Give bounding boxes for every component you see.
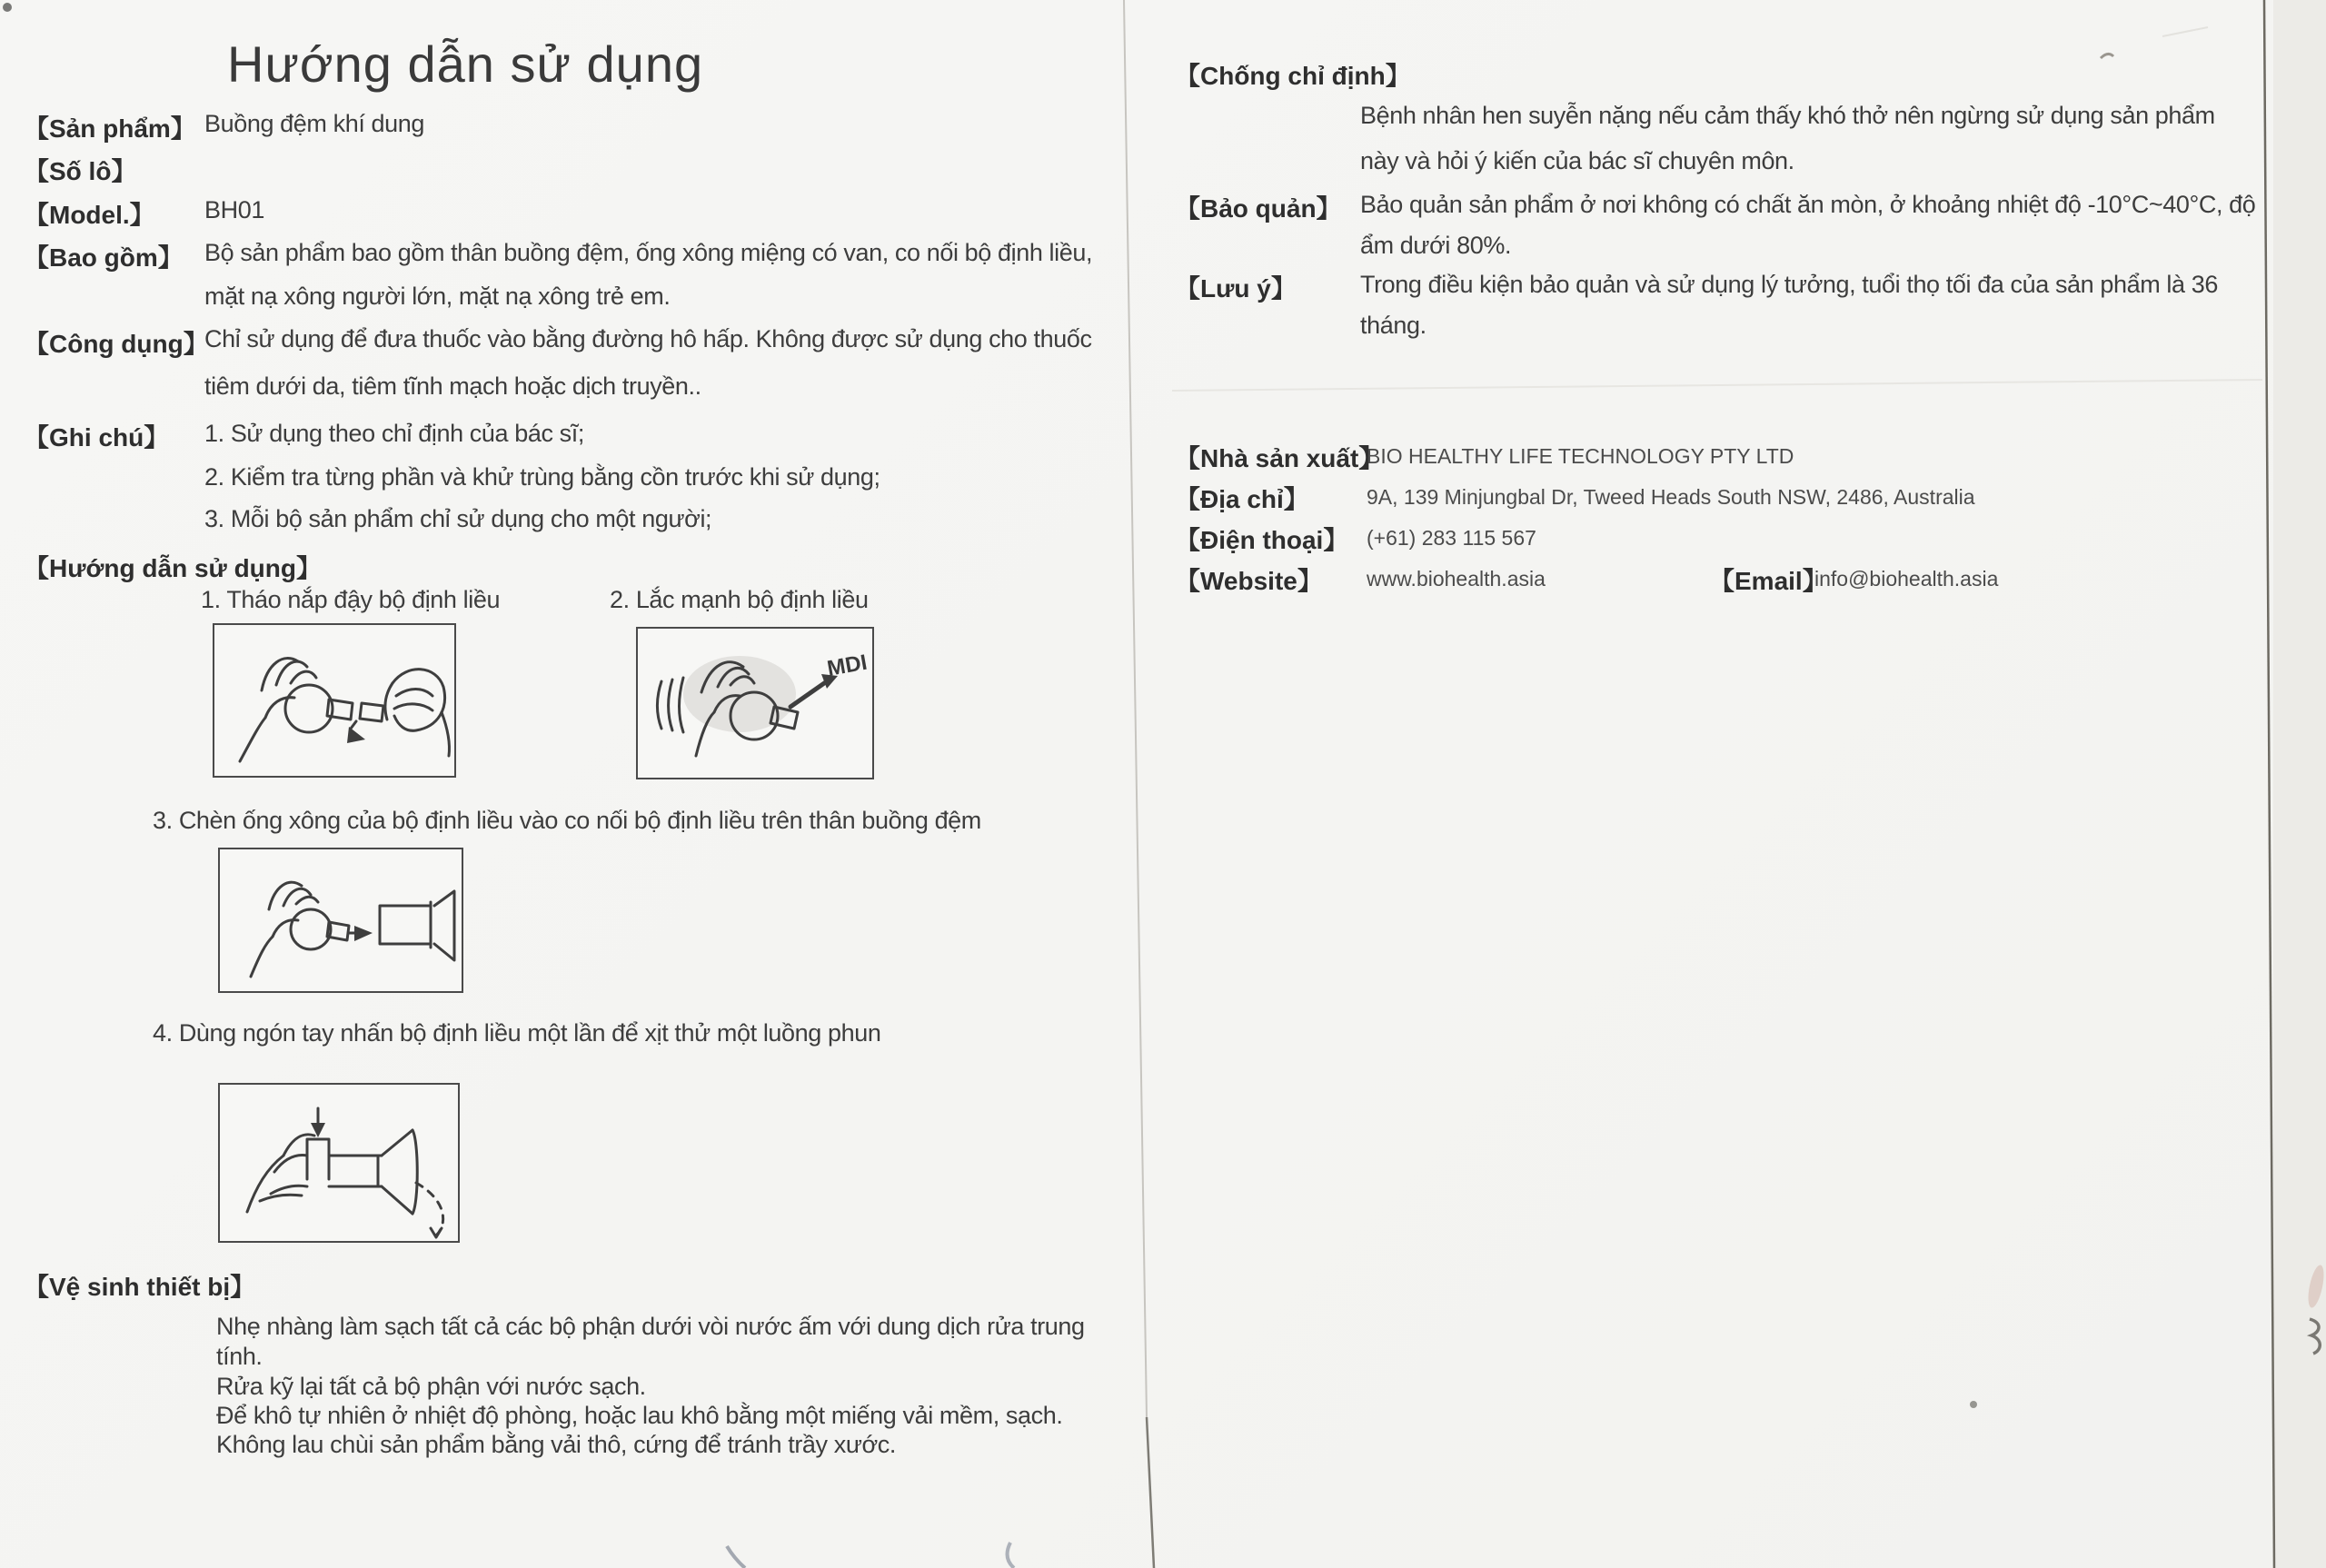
field-label-so-lo: 【Số lô】 [24,157,137,185]
chong-chi-dinh-line1: Bệnh nhân hen suyễn nặng nếu cảm thấy khó thở nên ngừng sử dụng sản phẩm [1360,102,2215,129]
field-label-nha-san-xuat: 【Nhà sản xuất】 [1175,444,1385,472]
bottom-mark-1 [727,1546,745,1568]
cleaning-line-2: tính. [216,1343,263,1370]
step-1-caption: 1. Tháo nắp đậy bộ định liều [201,586,501,613]
field-value-bao-gom-line1: Bộ sản phẩm bao gồm thân buồng đệm, ống xông miệng có van, co nối bộ định liều, [204,239,1093,266]
field-label-model: 【Model.】 [24,201,155,229]
paper-edge-line [2264,0,2274,1568]
page-fold-line [1124,0,1147,1417]
field-label-chong-chi-dinh: 【Chống chỉ định】 [1175,62,1411,90]
pen-squiggle [2310,1319,2320,1354]
field-value-cong-dung-line2: tiêm dưới da, tiêm tĩnh mạch hoặc dịch truyền.. [204,372,701,400]
field-value-bao-gom-line2: mặt nạ xông người lớn, mặt nạ xông trẻ em. [204,283,671,310]
chong-chi-dinh-line2: này và hỏi ý kiến của bác sĩ chuyên môn. [1360,147,1794,174]
field-label-email: 【Email】 [1709,567,1828,595]
field-label-dia-chi: 【Địa chỉ】 [1175,485,1309,513]
address-value: 9A, 139 Minjungbal Dr, Tweed Heads South NSW, 2486, Australia [1367,485,1975,509]
pink-smudge [2305,1264,2326,1309]
luu-y-line2: tháng. [1360,312,1426,339]
field-label-san-pham: 【Sản phẩm】 [24,114,196,143]
cleaning-line-4: Để khô tự nhiên ở nhiệt độ phòng, hoặc lau khô bằng một miếng vải mềm, sạch. [216,1402,1063,1429]
field-label-luu-y: 【Lưu ý】 [1175,274,1297,303]
mdi-figure-label: MDI [825,650,870,681]
step-3-caption: 3. Chèn ống xông của bộ định liều vào co nối bộ định liều trên thân buồng đệm [153,807,981,834]
website-value: www.biohealth.asia [1367,567,1546,590]
cleaning-line-1: Nhẹ nhàng làm sạch tất cả các bộ phận dưới vòi nước ấm với dung dịch rửa trung [216,1313,1085,1340]
bao-quan-line1: Bảo quản sản phẩm ở nơi không có chất ăn mòn, ở khoảng nhiệt độ -10°C~40°C, độ [1360,191,2256,218]
corner-speck [3,3,12,12]
manufacturer-value: BIO HEALTHY LIFE TECHNOLOGY PTY LTD [1367,444,1794,468]
field-label-ghi-chu: 【Ghi chú】 [24,423,170,452]
cleaning-heading: 【Vệ sinh thiết bị】 [24,1273,256,1301]
page-title: Hướng dẫn sử dụng [227,35,704,93]
usage-heading: 【Hướng dẫn sử dụng】 [24,554,322,582]
paper-crease [1172,380,2262,391]
field-label-dien-thoai: 【Điện thoại】 [1175,526,1349,554]
ghi-chu-note-3: 3. Mỗi bộ sản phẩm chỉ sử dụng cho một người; [204,505,712,532]
field-value-cong-dung-line1: Chỉ sử dụng để đưa thuốc vào bằng đường hô hấp. Không được sử dụng cho thuốc [204,325,1092,352]
cleaning-line-5: Không lau chùi sản phẩm bằng vải thô, cứng để tránh trầy xước. [216,1431,897,1458]
field-label-bao-gom: 【Bao gồm】 [24,243,184,272]
field-label-bao-quan: 【Bảo quản】 [1175,194,1342,223]
field-label-cong-dung: 【Công dụng】 [24,330,209,358]
small-mark [2101,54,2113,58]
luu-y-line1: Trong điều kiện bảo quản và sử dụng lý tưởng, tuổi thọ tối đa của sản phẩm là 36 [1360,271,2218,298]
step-4-caption: 4. Dùng ngón tay nhấn bộ định liều một lần để xịt thử một luồng phun [153,1019,881,1047]
field-label-website: 【Website】 [1175,567,1323,595]
bottom-mark-2 [1008,1543,1014,1568]
phone-value: (+61) 283 115 567 [1367,526,1536,550]
email-value: info@biohealth.asia [1814,567,1999,590]
ghi-chu-note-2: 2. Kiểm tra từng phần và khử trùng bằng cồn trước khi sử dụng; [204,463,880,491]
field-value-model: BH01 [204,196,264,223]
bao-quan-line2: ẩm dưới 80%. [1360,232,1512,259]
dust-speck [1970,1401,1977,1408]
ghi-chu-note-1: 1. Sử dụng theo chỉ định của bác sĩ; [204,420,584,447]
field-value-san-pham: Buồng đệm khí dung [204,110,424,137]
cleaning-line-3: Rửa kỹ lại tất cả bộ phận với nước sạch. [216,1373,646,1400]
step-2-caption: 2. Lắc mạnh bộ định liều [610,586,869,613]
